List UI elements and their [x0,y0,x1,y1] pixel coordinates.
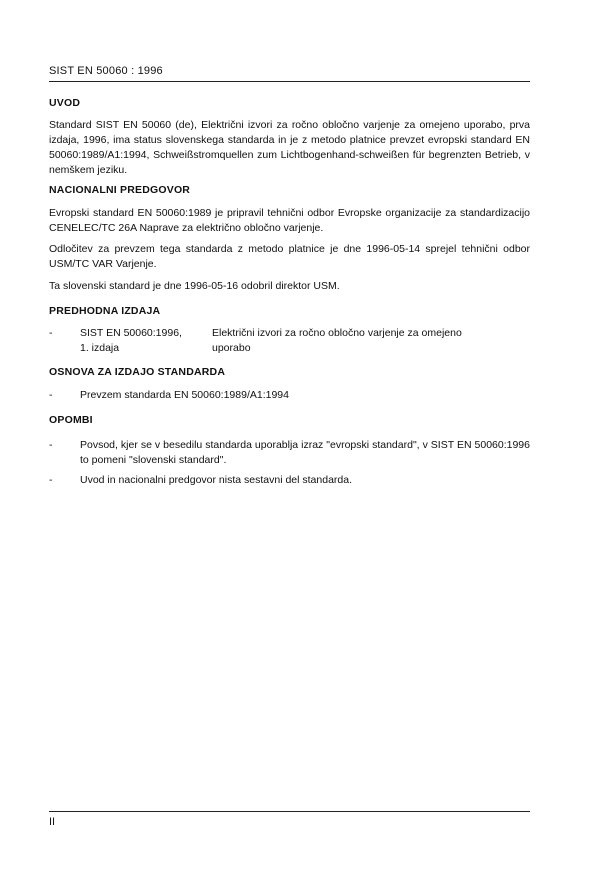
predhodna-dash: - [49,327,53,339]
document-header: SIST EN 50060 : 1996 [49,65,163,77]
osnova-dash: - [49,389,53,401]
predhodna-right-line-1: Električni izvori za ročno obločno varjenje za omejeno [212,327,462,339]
page-number: II [49,816,56,828]
heading-predhodna-izdaja: PREDHODNA IZDAJA [49,305,161,317]
predhodna-right-line-2: uporabo [212,342,251,354]
uvod-paragraph: Standard SIST EN 50060 (de), Električni izvori za ročno obločno varjenje za omejeno uporabo, prva izdaja, 1996, ima status slovenskega standarda in je z metodo platnice prevzet evropski standard EN 50060:1989/A1:1994, Schweißstromquellen zum Lichtbogenhand-schweißen für begrenzten Betrieb, v nemškem jeziku. [49,119,530,176]
heading-nacionalni-predgovor: NACIONALNI PREDGOVOR [49,184,191,196]
nacionalni-paragraph-2: Odločitev za prevzem tega standarda z metodo platnice je dne 1996-05-14 sprejel tehnični odbor USM/TC VAR Varjenje. [49,243,530,270]
heading-osnova-za-izdajo: OSNOVA ZA IZDAJO STANDARDA [49,366,226,378]
opombi-item-2: Uvod in nacionalni predgovor nista sestavni del standarda. [80,474,353,486]
header-rule [49,81,530,82]
opombi-dash-1: - [49,439,53,451]
opombi-dash-2: - [49,474,53,486]
opombi-item-1: Povsod, kjer se v besedilu standarda uporablja izraz "evropski standard", v SIST EN 50060:1996 to pomeni "slovenski standard". [80,439,530,466]
predhodna-left-line-1: SIST EN 50060:1996, [80,327,182,339]
nacionalni-paragraph-3: Ta slovenski standard je dne 1996-05-16 odobril direktor USM. [49,280,340,292]
osnova-item: Prevzem standarda EN 50060:1989/A1:1994 [80,389,289,401]
footer-rule [49,811,530,812]
nacionalni-paragraph-1: Evropski standard EN 50060:1989 je pripravil tehnični odbor Evropske organizacije za standardizacijo CENELEC/TC 26A Naprave za električno obločno varjenje. [49,207,530,234]
heading-opombi: OPOMBI [49,414,93,426]
heading-uvod: UVOD [49,97,81,109]
predhodna-left-line-2: 1. izdaja [80,342,120,354]
